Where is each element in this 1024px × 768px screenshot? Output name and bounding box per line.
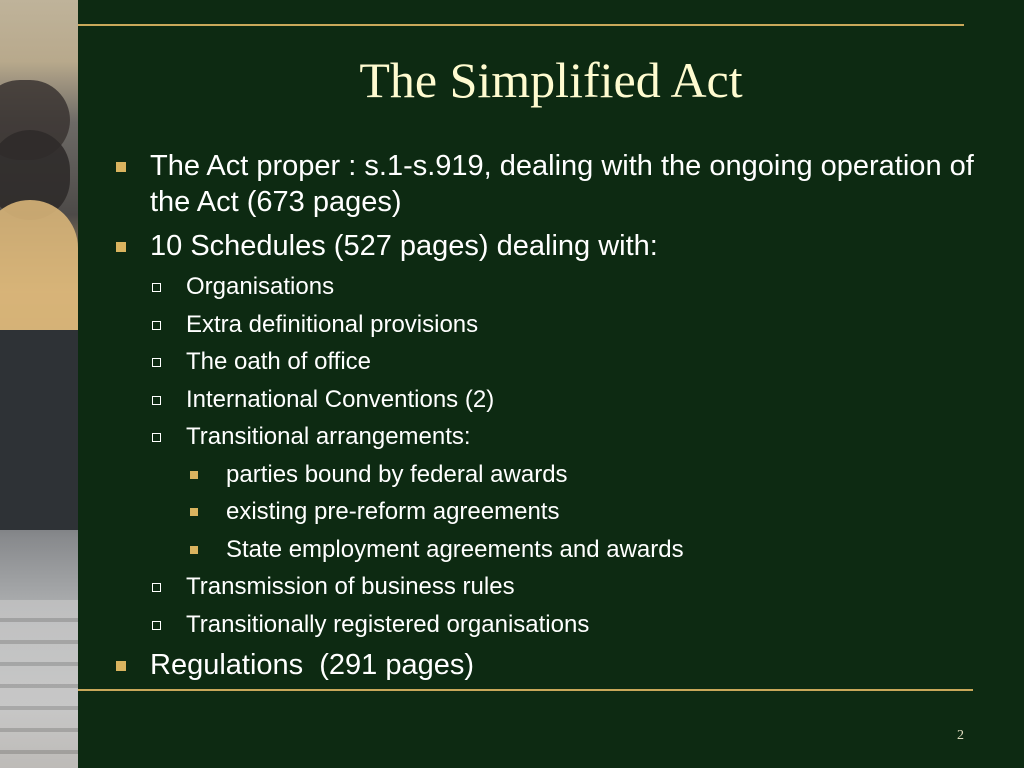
hollow-square-bullet-icon <box>152 583 161 592</box>
list-item <box>110 228 990 264</box>
list-item <box>110 310 990 340</box>
list-item-text: Transitionally registered organisations <box>186 610 590 638</box>
list-item <box>110 347 990 377</box>
bottom-divider <box>78 689 973 691</box>
list-item <box>110 385 990 415</box>
list-item <box>110 647 990 683</box>
photo-person-hair <box>0 200 78 350</box>
list-item <box>110 610 990 640</box>
slide-title: The Simplified Act <box>359 52 743 108</box>
list-item-text: existing pre-reform agreements <box>226 498 560 525</box>
list-item-text: Regulations (291 pages) <box>150 649 475 681</box>
list-item-text: 10 Schedules (527 pages) dealing with: <box>150 230 658 262</box>
page-number: 2 <box>957 728 964 743</box>
list-item <box>110 497 990 527</box>
top-divider <box>78 24 964 26</box>
hollow-square-bullet-icon <box>152 433 161 442</box>
square-bullet-icon <box>116 661 126 671</box>
square-bullet-icon <box>190 471 198 479</box>
hollow-square-bullet-icon <box>152 396 161 405</box>
bullet-list <box>110 148 990 691</box>
list-item-text: Transitional arrangements: <box>186 423 471 450</box>
square-bullet-icon <box>116 162 126 172</box>
list-item-text: International Conventions (2) <box>186 385 495 413</box>
photo-person-body <box>0 330 78 530</box>
photo-seats <box>0 600 78 768</box>
list-item-text: The Act proper : s.1-s.919, dealing with the ongoing operation of the Act (673 pages) <box>150 150 974 218</box>
square-bullet-icon <box>190 508 198 516</box>
list-item <box>110 460 990 490</box>
list-item-text: Transmission of business rules <box>186 573 515 600</box>
hollow-square-bullet-icon <box>152 321 161 330</box>
list-item <box>110 535 990 565</box>
list-item <box>110 422 990 452</box>
background-photo <box>0 0 78 768</box>
list-item-text: Organisations <box>186 273 335 300</box>
list-item <box>110 148 990 220</box>
list-item <box>110 572 990 602</box>
list-item-text: parties bound by federal awards <box>226 460 568 488</box>
hollow-square-bullet-icon <box>152 621 161 630</box>
hollow-square-bullet-icon <box>152 283 161 292</box>
list-item-text: State employment agreements and awards <box>226 535 684 563</box>
list-item-text: Extra definitional provisions <box>186 310 479 338</box>
square-bullet-icon <box>116 242 126 252</box>
hollow-square-bullet-icon <box>152 358 161 367</box>
list-item-text: The oath of office <box>186 348 372 375</box>
square-bullet-icon <box>190 546 198 554</box>
list-item <box>110 272 990 302</box>
